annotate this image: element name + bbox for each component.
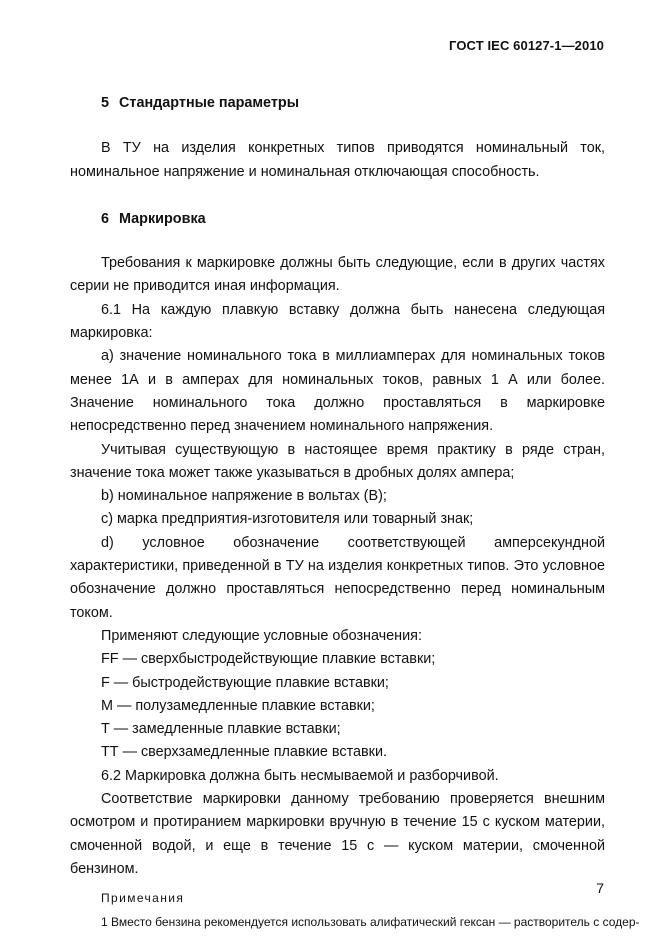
paragraph: Применяют следующие условные обозначения:: [101, 627, 422, 644]
code-item: F — быстродействующие плавкие вставки;: [101, 674, 389, 691]
section-number: 5: [101, 95, 110, 111]
list-item-d: d) условное обозначение соответствующей амперсекундной характеристики, приведенной в ТУ на изделия конкретных типов. Это условное обозначение должно проставляться непосредственно перед номинальным током.: [70, 534, 605, 621]
code-item: Т — замедленные плавкие вставки;: [101, 721, 341, 738]
section-number: 6: [101, 210, 110, 227]
note-1: 1 Вместо бензина рекомендуется использовать алифатический гексан — растворитель с содер-: [101, 915, 640, 930]
page-content: [70, 92, 640, 931]
list-item-b: b) номинальное напряжение в вольтах (В);: [101, 488, 387, 505]
document-id-header: ГОСТ IEC 60127-1—2010: [449, 38, 604, 53]
code-item: FF — сверхбыстродействующие плавкие вставки;: [101, 651, 436, 668]
section-5-heading: [70, 92, 605, 115]
list-item-c: с) марка предприятия-изготовителя или товарный знак;: [101, 511, 474, 528]
paragraph: Требования к маркировке должны быть следующие, если в других частях серии не приводится иная информация.: [70, 255, 605, 295]
code-item: ТТ — сверхзамедленные плавкие вставки.: [101, 744, 388, 761]
clause-6-1: 6.1 На каждую плавкую вставку должна быть нанесена следующая маркировка:: [70, 301, 605, 342]
section-6-heading: [70, 208, 605, 231]
paragraph: В ТУ на изделия конкретных типов приводятся номинальный ток, номинальное напряжение и номинальная отключающая способность.: [70, 140, 605, 180]
notes-title: Примечания: [101, 891, 185, 906]
page-number: 7: [596, 880, 604, 896]
section-title: Стандартные параметры: [119, 95, 299, 111]
section-title: Маркировка: [119, 210, 206, 227]
paragraph: Учитывая существующую в настоящее время практику в ряде стран, значение тока может также указываться в дробных долях ампера;: [70, 441, 605, 481]
paragraph: Соответствие маркировки данному требованию проверяется внешним осмотром и протиранием маркировки вручную в течение 15 с куском материи, смоченной водой, и еще в течение 15 с — куском материи, смоченной бензином.: [70, 791, 605, 877]
list-item-a: а) значение номинального тока в миллиамперах для номинальных токов менее 1А и в амперах для номинальных токов, равных 1 А или более. Значение номинального тока должно проставляться в маркировке непосредственно перед значением номинального напряжения.: [70, 348, 605, 435]
code-item: М — полузамедленные плавкие вставки;: [101, 697, 375, 714]
clause-6-2: 6.2 Маркировка должна быть несмываемой и разборчивой.: [101, 767, 499, 784]
